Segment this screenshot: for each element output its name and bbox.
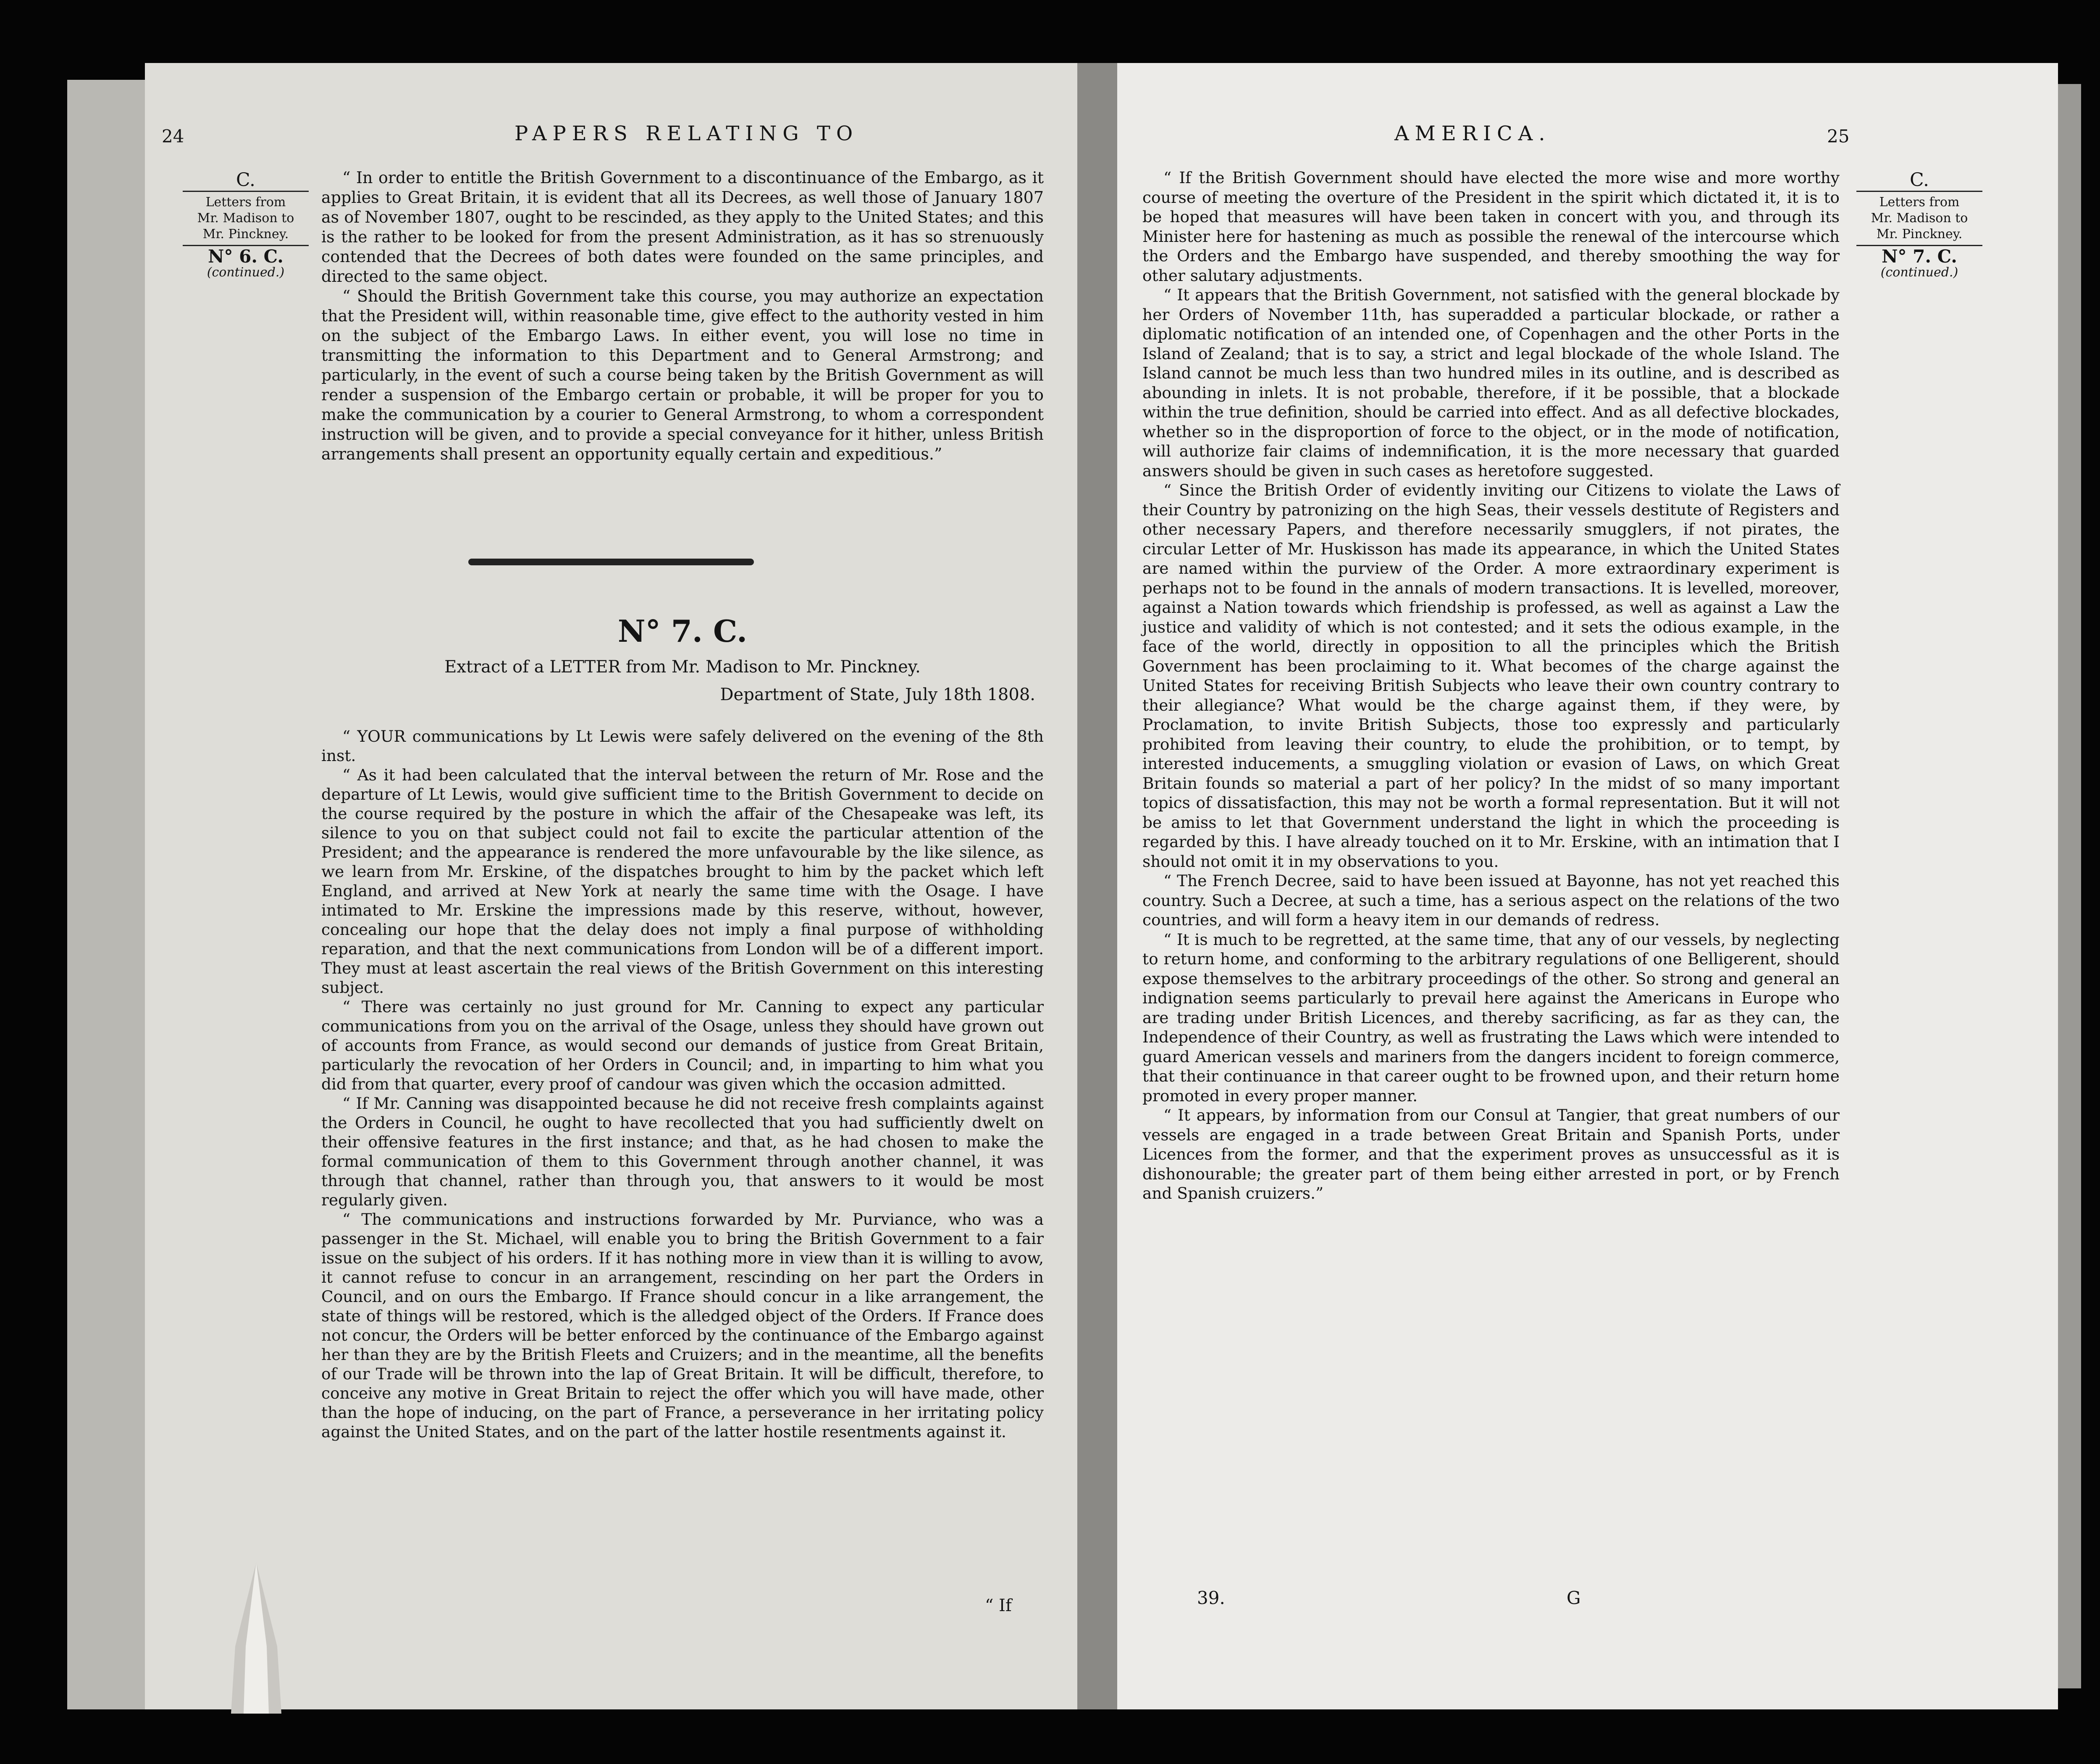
side-note-rule bbox=[1856, 191, 1982, 192]
catchword: “ If bbox=[985, 1596, 1012, 1615]
side-note-line: Letters from bbox=[205, 195, 286, 210]
paragraph: “ YOUR communications by Lt Lewis were safely delivered on the evening of the 8th inst. bbox=[321, 727, 1044, 765]
side-note-line: Letters from bbox=[1879, 195, 1960, 210]
book-edge-right bbox=[2058, 84, 2081, 1688]
side-note-continued: (continued.) bbox=[1880, 265, 1958, 280]
paragraph: “ If Mr. Canning was disappointed because he did not receive fresh complaints against the Orders in Council, he ought to have recollected that you had sufficiently dwelt on their offensive features in the first instance; and that, as he had chosen to make the formal communication of them to this Government through another channel, it was through that channel, rather than through you, that answers to it would be most regularly given. bbox=[321, 1094, 1044, 1209]
signature-mark: 39. bbox=[1197, 1588, 1225, 1608]
side-note-letter: C. bbox=[236, 169, 256, 191]
paragraph: “ If the British Government should have elected the more wise and more worthy course of meeting the overture of the President in the spirit which dictated it, it is to be hoped that measures will have been taken in concert with you, and through its Minister here for hastening as much as possible the renewal of the intercourse which the Orders and the Embargo have suspended, and thereby smoothing the way for other salutary adjustments. bbox=[1142, 168, 1840, 285]
section-rule bbox=[468, 559, 754, 565]
paragraph: “ It is much to be regretted, at the same time, that any of our vessels, by neglecting to return home, and conforming to the arbitrary regulations of one Belligerent, should expose themselves to the arbitrary proceedings of the other. So strong and general an indignation seems particularly to prevail here against the Americans in Europe who are trading under British Licences, and thereby sacrificing, as far as they can, the Independence of their Country, as well as frustrating the Laws which were intended to guard American vessels and mariners from the dangers incident to foreign commerce, that their continuance in that career ought to be frowned upon, and their return home promoted in every proper manner. bbox=[1142, 930, 1840, 1105]
pen-tip-icon bbox=[227, 1562, 286, 1714]
section-heading: N° 7. C. bbox=[617, 613, 748, 649]
side-note-line: Mr. Madison to bbox=[197, 211, 294, 226]
paragraph: “ Should the British Government take this course, you may authorize an expectation that the President will, within reasonable time, give effect to the authority vested in him on the subject of the Embargo Laws. In either event, you will lose no time in transmitting the information to this Department and to General Armstrong; and particularly, in the event of such a course being taken by the British Government as will render a suspension of the Embargo certain or probable, it will be proper for you to make the communication by a courier to General Armstrong, to whom a correspondent instruction will be given, and to provide a special conveyance for it hither, unless British arrangements shall present an opportunity equally certain and expeditious.” bbox=[321, 287, 1044, 463]
dateline: Department of State, July 18th 1808. bbox=[720, 685, 1035, 704]
signature-letter: G bbox=[1567, 1588, 1581, 1608]
right-text-block bbox=[1142, 168, 1840, 1203]
paragraph: “ In order to entitle the British Government to a discontinuance of the Embargo, as it applies to Great Britain, it is evident that all its Decrees, as well those of January 1807 as of November 1807, ought to be rescinded, as they apply to the United States; and this is the rather to be looked for from the present Administration, as it has so strenuously contended that the Decrees of both dates were founded on the same principles, and directed to the same object. bbox=[321, 168, 1044, 286]
side-note-line: Mr. Madison to bbox=[1871, 211, 1968, 226]
running-head-right: AMERICA. bbox=[1394, 122, 1551, 145]
paragraph: “ As it had been calculated that the interval between the return of Mr. Rose and the departure of Lt Lewis, would give sufficient time to the British Government to decide on the course required by the posture in which the affair of the Chesapeake was left, its silence to you on that subject could not fail to excite the particular attention of the President; and the appearance is rendered the more unfavourable by the like silence, as we learn from Mr. Erskine, of the dispatches brought to him by the packet which left England, and arrived at New York at nearly the same time with the Osage. I have intimated to Mr. Erskine the impressions made by this reserve, without, however, concealing our hope that the delay does not imply a final purpose of withholding reparation, and that the next communications from London will be of a different import. They must at least ascertain the real views of the British Government on this interesting subject. bbox=[321, 766, 1044, 997]
section-subheading: Extract of a LETTER from Mr. Madison to Mr. Pinckney. bbox=[444, 657, 921, 677]
side-note-continued: (continued.) bbox=[207, 265, 285, 280]
page-number-left: 24 bbox=[162, 126, 184, 147]
right-page bbox=[1117, 63, 2058, 1709]
side-note-number: N° 7. C. bbox=[1882, 246, 1957, 267]
side-note-line: Mr. Pinckney. bbox=[1876, 227, 1963, 242]
page-number-right: 25 bbox=[1827, 126, 1850, 147]
paragraph: “ It appears that the British Government, not satisfied with the general blockade by her Orders of November 11th, has superadded a particular blockade, or rather a diplomatic notification of an intended one, of Copenhagen and the other Ports in the Island of Zealand; that is to say, a strict and legal blockade of the whole Island. The Island cannot be much less than two hundred miles in its outline, and is described as abounding in inlets. It is not probable, therefore, if it be possible, that a blockade within the true definition, should be carried into effect. And as all defective blockades, whether so in the disproportion of force to the object, or in the mode of notification, will authorize fair claims of indemnification, it is the more necessary that guarded answers should be given in such cases as heretofore suggested. bbox=[1142, 286, 1840, 480]
paragraph: “ Since the British Order of evidently inviting our Citizens to violate the Laws of their Country by patronizing on the high Seas, their vessels destitute of Registers and other necessary Papers, and therefore necessarily smugglers, if not pirates, the circular Letter of Mr. Huskisson has made its appearance, in which the United States are named within the purview of the Order. A more extraordinary experiment is perhaps not to be found in the annals of modern transactions. It is levelled, moreover, against a Nation towards which friendship is professed, as well as against a Law the justice and validity of which is not contested; and it sets the odious example, in the face of the world, directly in opposition to all the principles which the British Government has been proclaiming to it. What becomes of the charge against the United States for receiving British Subjects who leave their own country contrary to their allegiance? What would be the charge against them, if they were, by Proclamation, to invite British Subjects, those too expressly and particularly prohibited from leaving their country, to elude the prohibition, or to tempt, by interested inducements, a smuggling violation or evasion of Laws, on which Great Britain founds so material a part of her policy? In the midst of so many important topics of dissatisfaction, this may not be worth a formal representation. But it will not be amiss to let that Government understand the light in which the proceeding is regarded by this. I have already touched on it to Mr. Erskine, with an intimation that I should not omit it in my observations to you. bbox=[1142, 481, 1840, 871]
left-letter-body bbox=[321, 727, 1044, 1441]
book-gutter bbox=[1077, 63, 1117, 1709]
side-note-line: Mr. Pinckney. bbox=[202, 227, 289, 242]
side-note-rule bbox=[183, 191, 309, 192]
paragraph: “ The French Decree, said to have been issued at Bayonne, has not yet reached this country. Such a Decree, at such a time, has a serious aspect on the relations of the two countries, and will form a heavy item in our demands of redress. bbox=[1142, 872, 1840, 929]
book-edge-left bbox=[67, 80, 145, 1709]
side-note-number: N° 6. C. bbox=[208, 246, 284, 267]
side-note-left bbox=[183, 169, 309, 281]
running-head-left: PAPERS RELATING TO bbox=[514, 122, 859, 145]
letter-heading-block bbox=[321, 596, 1044, 704]
paragraph: “ It appears, by information from our Consul at Tangier, that great numbers of our vessels are engaged in a trade between Great Britain and Spanish Ports, under Licences from the former, and that the experiment proves as unsuccessful as it is dishonourable; the greater part of them being either arrested in port, or by French and Spanish cruizers.” bbox=[1142, 1106, 1840, 1202]
paragraph: “ The communications and instructions forwarded by Mr. Purviance, who was a passenger in the St. Michael, will enable you to bring the British Government to a fair issue on the subject of his orders. If it has nothing more in view than it is willing to avow, it cannot refuse to concur in an arrangement, rescinding on her part the Orders in Council, and on ours the Embargo. If France should concur in a like arrangement, the state of things will be restored, which is the alledged object of the Orders. If France does not concur, the Orders will be better enforced by the continuance of the Embargo against her than they are by the British Fleets and Cruizers; and in the meantime, all the benefits of our Trade will be thrown into the lap of Great Britain. It will be difficult, therefore, to conceive any motive in Great Britain to reject the offer which you will have made, other than the hope of inducing, on the part of France, a perseverance in her irritating policy against the United States, and on the part of the latter hostile resentments against it. bbox=[321, 1210, 1044, 1441]
paragraph: “ There was certainly no just ground for Mr. Canning to expect any particular communications from you on the arrival of the Osage, unless they should have grown out of accounts from France, as would second our demands of justice from Great Britain, particularly the revocation of her Orders in Council; and, in imparting to him what you did from that quarter, every proof of candour was given which the occasion admitted. bbox=[321, 998, 1044, 1093]
left-page bbox=[145, 63, 1077, 1709]
side-note-letter: C. bbox=[1909, 169, 1929, 191]
left-text-block bbox=[321, 168, 1044, 464]
section-header bbox=[145, 533, 1077, 599]
side-note-right bbox=[1856, 169, 1982, 281]
